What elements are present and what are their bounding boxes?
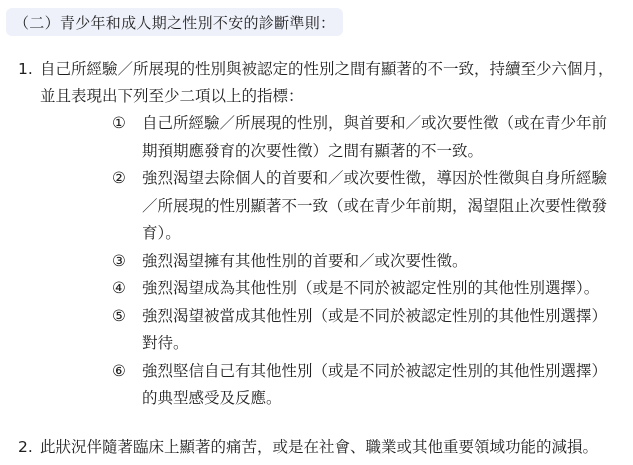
indicator-6 — [106, 358, 626, 413]
indicator-1 — [106, 110, 626, 165]
indicator-5-line-2: 對待。 — [142, 334, 189, 352]
indicator-list — [106, 110, 626, 413]
indicator-2 — [106, 165, 626, 248]
indicator-1-line-1: 自己所經驗／所展現的性別，與首要和／或次要性徵（或在青少年前 — [142, 114, 608, 132]
criterion-1-line-2: 並且表現出下列至少二項以上的指標： — [40, 87, 304, 105]
criterion-2 — [18, 434, 598, 461]
indicator-3-line-1: 強烈渴望擁有其他性別的首要和／或次要性徵。 — [142, 251, 468, 270]
criterion-1 — [18, 56, 614, 83]
indicator-5-line-1: 強烈渴望被當成其他性別（或是不同於被認定性別的其他性別選擇） — [142, 306, 608, 325]
criterion-2-line-1: 此狀況伴隨著臨床上顯著的痛苦，或是在社會、職業或其他重要領域功能的減損。 — [40, 438, 599, 456]
criterion-1-line-1: 自己所經驗／所展現的性別與被認定的性別之間有顯著的不一致，持續至少六個月， — [40, 60, 614, 78]
indicator-2-marker: ② — [112, 169, 126, 187]
indicator-5-marker: ⑤ — [112, 306, 126, 325]
indicator-2-line-3: 育）。 — [142, 224, 181, 242]
criterion-1-number: 1. — [18, 60, 33, 78]
section-heading: （二）青少年和成人期之性別不安的診斷準則： — [14, 13, 336, 32]
indicator-4-line-1: 強烈渴望成為其他性別（或是不同於被認定性別的其他性別選擇）。 — [142, 279, 600, 297]
indicator-6-line-1: 強烈堅信自己有其他性別（或是不同於被認定性別的其他性別選擇） — [142, 361, 608, 380]
indicator-3 — [106, 248, 626, 276]
indicator-4 — [106, 275, 626, 303]
indicator-2-line-1: 強烈渴望去除個人的首要和／或次要性徵，導因於性徵與自身所經驗 — [142, 169, 608, 187]
criterion-2-number: 2. — [18, 438, 33, 456]
indicator-5 — [106, 303, 626, 358]
section-heading-highlight — [6, 8, 343, 36]
indicator-6-marker: ⑥ — [112, 361, 126, 380]
indicator-6-line-2: 的典型感受及反應。 — [142, 389, 282, 407]
indicator-1-line-2: 期預期應發育的次要性徵）之間有顯著的不一致。 — [142, 141, 484, 160]
indicator-3-marker: ③ — [112, 251, 126, 270]
indicator-2-line-2: ／所展現的性別顯著不一致（或在青少年前期，渴望阻止次要性徵發 — [142, 196, 608, 215]
indicator-1-marker: ① — [112, 114, 126, 132]
indicator-4-marker: ④ — [112, 279, 126, 297]
